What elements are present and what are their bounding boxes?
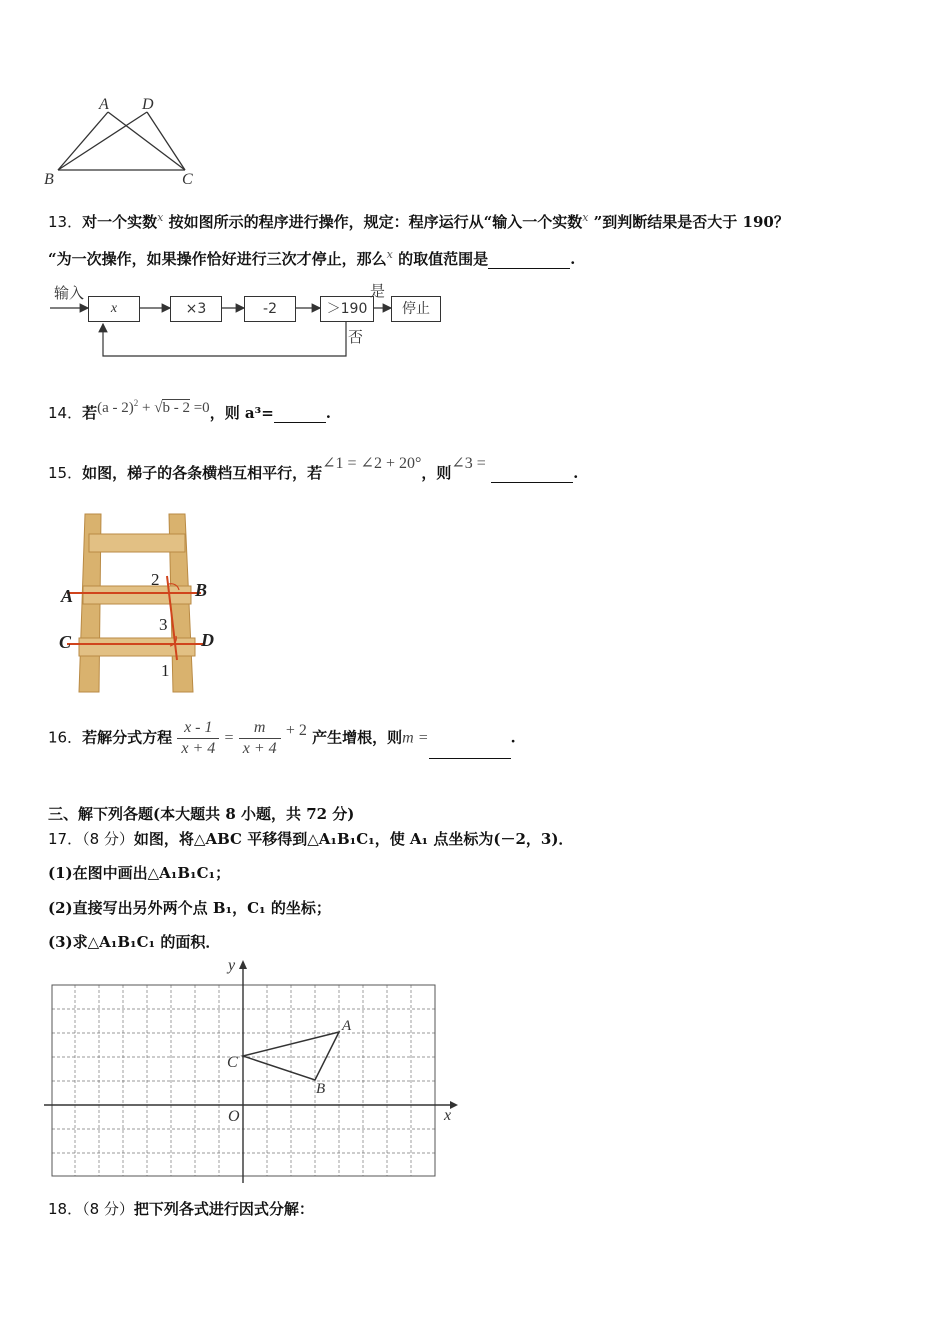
q18-line: 18．（8 分）把下列各式进行因式分解： xyxy=(48,1200,314,1218)
flow-no-label: 否 xyxy=(348,328,364,346)
grid-x-label: x xyxy=(444,1107,452,1124)
coordinate-grid xyxy=(40,955,460,1185)
q17-part2: (2)直接写出另外两个点 B₁，C₁ 的坐标； xyxy=(48,899,331,917)
grid-origin: O xyxy=(228,1108,240,1125)
sqrt-sign: √ xyxy=(154,400,163,416)
triangle-figure xyxy=(40,92,210,192)
q13-line2: “为一次操作，如果操作恰好进行三次才停止，那么$^x$ 的取值范围是 . xyxy=(48,248,576,268)
answer-blank-15[interactable] xyxy=(491,468,573,483)
fraction-2: $\frac{m}{x + 4}$ xyxy=(239,718,281,759)
grid-y-label: y xyxy=(228,957,236,974)
label-C: C xyxy=(182,171,193,188)
answer-blank-16[interactable] xyxy=(429,744,511,759)
answer-blank-13[interactable] xyxy=(488,254,570,269)
flow-box-x: x xyxy=(88,296,140,322)
q14-line: 14．若(a - 2)$^2$ + √b - 2 =0，则 a³= . xyxy=(48,398,332,422)
flow-yes-label: 是 xyxy=(370,282,386,300)
ladder-label-D: D xyxy=(201,630,214,650)
ladder-label-2: 2 xyxy=(151,570,160,589)
section3-title: 三、解下列各题(本大题共 8 小题，共 72 分) xyxy=(48,805,355,823)
grid-point-C: C xyxy=(227,1054,238,1071)
grid-point-A: A xyxy=(342,1018,352,1034)
grid-point-B: B xyxy=(316,1081,326,1097)
label-A: A xyxy=(99,96,109,113)
label-D: D xyxy=(142,96,154,113)
flow-box-compare: ＞190 xyxy=(320,296,374,322)
flowchart xyxy=(48,280,468,360)
label-B: B xyxy=(44,171,54,188)
q17-part3: (3)求△A₁B₁C₁ 的面积． xyxy=(48,933,221,951)
q16-line: 16．若解分式方程 $\frac{x - 1}{x + 4}$ = $\frac{m}{x + 4}$ + 2 产生增根，则m = . xyxy=(48,719,516,757)
q13-line1: 13．对一个实数$^x$ 按如图所示的程序进行操作，规定：程序运行从“输入一个实数$^x$ ”到判断结果是否大于 190？ xyxy=(48,211,789,231)
ladder-figure xyxy=(55,510,225,696)
q17-part1: (1)在图中画出△A₁B₁C₁； xyxy=(48,864,231,882)
q15-line: 15．如图，梯子的各条横档互相平行，若∠1 = ∠2 + 20°，则∠3 = . xyxy=(48,455,579,482)
flow-input-label: 输入 xyxy=(54,284,85,302)
fraction-1: $\frac{x - 1}{x + 4}$ xyxy=(177,718,219,759)
flow-box-minus2: -2 xyxy=(244,296,296,322)
ladder-label-1: 1 xyxy=(161,661,170,680)
answer-blank-14[interactable] xyxy=(274,408,326,423)
flow-box-times3: ×3 xyxy=(170,296,222,322)
ladder-label-3: 3 xyxy=(159,615,168,634)
ladder-label-C: C xyxy=(59,632,72,652)
flow-box-stop: 停止 xyxy=(391,296,441,322)
q17-line: 17．（8 分）如图，将△ABC 平移得到△A₁B₁C₁，使 A₁ 点坐标为(－2，3)． xyxy=(48,830,574,848)
ladder-label-B: B xyxy=(195,580,208,600)
ladder-label-A: A xyxy=(61,586,74,606)
